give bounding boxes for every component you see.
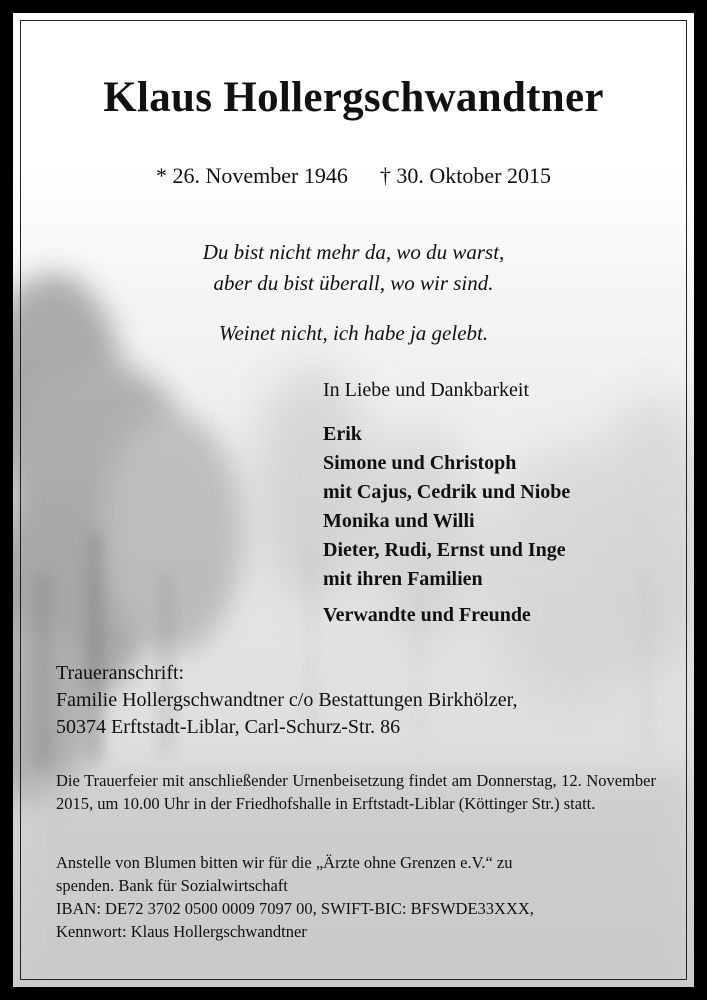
family-member: Monika und Willi bbox=[323, 510, 475, 532]
family-member: mit Cajus, Cedrik und Niobe bbox=[323, 481, 571, 503]
thanks-line: In Liebe und Dankbarkeit bbox=[323, 379, 530, 401]
family-member: Erik bbox=[323, 423, 362, 445]
family-member: Dieter, Rudi, Ernst und Inge bbox=[323, 539, 566, 561]
family-member: Simone und Christoph bbox=[323, 452, 517, 474]
family-member: mit ihren Familien bbox=[323, 568, 483, 590]
donation-line: IBAN: DE72 3702 0500 0009 7097 00, SWIFT-BIC: BFSWDE33XXX, bbox=[56, 899, 534, 918]
address-label: Traueranschrift: bbox=[56, 662, 185, 684]
obituary-notice bbox=[13, 13, 694, 987]
birth-date: * 26. November 1946 bbox=[156, 163, 348, 188]
donation-line: Kennwort: Klaus Hollergschwandtner bbox=[56, 922, 307, 941]
death-date: † 30. Oktober 2015 bbox=[379, 163, 551, 188]
quote-line: Du bist nicht mehr da, wo du warst, bbox=[202, 240, 505, 264]
relatives-line: Verwandte und Freunde bbox=[323, 604, 531, 626]
quote-verse bbox=[13, 237, 694, 299]
address-line: Familie Hollergschwandtner c/o Bestattungen Birkhölzer, bbox=[56, 689, 518, 711]
notice-content bbox=[13, 13, 694, 987]
deceased-name: Klaus Hollergschwandtner bbox=[103, 74, 604, 121]
address-line: 50374 Erftstadt-Liblar, Carl-Schurz-Str. 86 bbox=[56, 716, 401, 738]
donation-line: Anstelle von Blumen bitten wir für die „Ärzte ohne Grenzen e.V.“ zu bbox=[56, 853, 513, 872]
donation-line: spenden. Bank für Sozialwirtschaft bbox=[56, 876, 288, 895]
quote-second: Weinet nicht, ich habe ja gelebt. bbox=[218, 321, 489, 345]
quote-line: aber du bist überall, wo wir sind. bbox=[213, 271, 494, 295]
donation-info bbox=[56, 851, 656, 943]
life-dates bbox=[13, 163, 694, 189]
mourning-address bbox=[56, 660, 518, 741]
family-list bbox=[323, 420, 570, 594]
ceremony-info: Die Trauerfeier mit anschließender Urnenbeisetzung findet am Donnerstag, 12. November 2015, um 10.00 Uhr in der Friedhofshalle in Erftstadt-Liblar (Köttinger Str.) statt. bbox=[56, 771, 656, 813]
